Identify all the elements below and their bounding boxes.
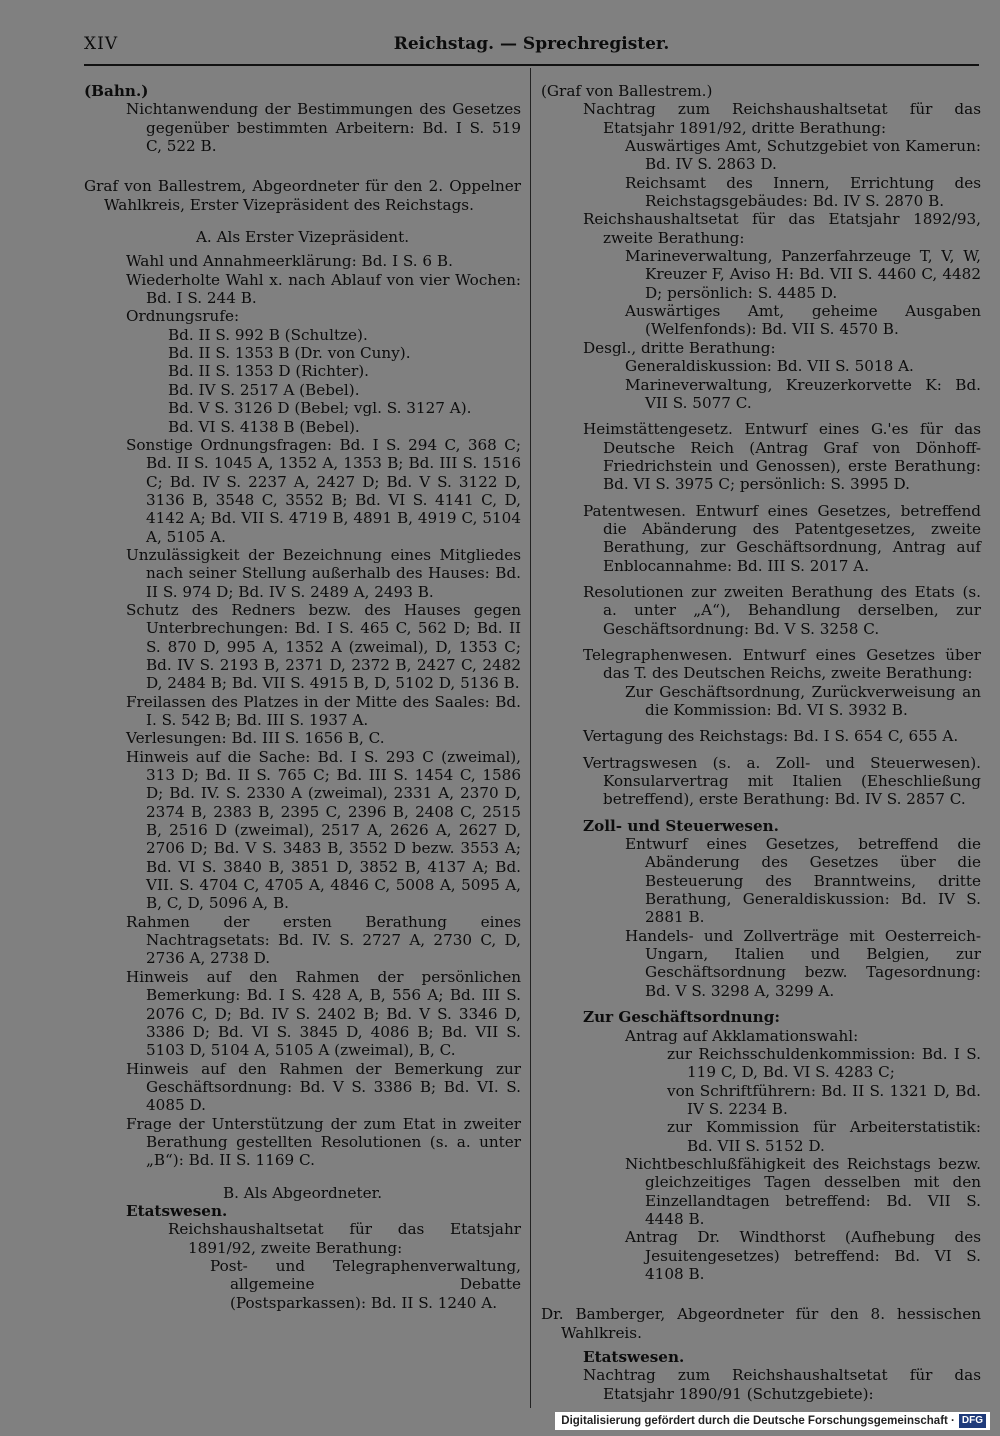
register-entry: Resolutionen zur zweiten Berathung des Etats (s. a. unter „A“), Behandlung derselben, zur Geschäftsordnung: Bd. V S. 3258 C. [583, 582, 981, 638]
continuation-heading: (Bahn.) [84, 82, 149, 100]
register-subentry: Reichsamt des Innern, Errichtung des Reichstagsgebäudes: Bd. IV S. 2870 B. [625, 173, 981, 211]
register-entry: Wiederholte Wahl x. nach Ablauf von vier Wochen: Bd. I S. 244 B. [126, 270, 521, 308]
register-entry: Patentwesen. Entwurf eines Gesetzes, betreffend die Abänderung des Patentgesetzes, zweite Berathung, zur Geschäftsordnung, Antrag auf Enblocannahme: Bd. III S. 2017 A. [583, 501, 981, 575]
subject-heading: Etatswesen. [583, 1348, 685, 1366]
register-entry: Hinweis auf die Sache: Bd. I S. 293 C (zweimal), 313 D; Bd. II S. 765 C; Bd. III S. 1454 C, 1586 D; Bd. IV. S. 2330 A (zweimal), 2331 A, 2370 D, 2374 B, 2383 B, 2395 C, 2396 B, 2408 C, 2515 B, 2516 D (zweimal), 2517 A, 2626 A, 2627 D, 2706 D; Bd. V S. 3483 B, 3552 D bezw. 3553 A; Bd. VI S. 3840 B, 3851 D, 3852 B, 4137 A; Bd. VII. S. 4704 C, 4705 A, 4846 C, 5008 A, 5095 A, B, C, D, 5096 A, B. [126, 747, 521, 913]
register-entry: Vertragswesen (s. a. Zoll- und Steuerwesen). Konsularvertrag mit Italien (Eheschließung betreffend), erste Berathung: Bd. IV S. 2857 C. [583, 753, 981, 809]
register-subentry: Bd. IV S. 2517 A (Bebel). [168, 380, 360, 399]
member-heading: Graf von Ballestrem, Abgeordneter für den 2. Oppelner Wahlkreis, Erster Vizepräsident des Reichstags. [84, 177, 521, 214]
register-entry: Hinweis auf den Rahmen der Bemerkung zur Geschäftsordnung: Bd. V S. 3386 B; Bd. VI. S. 4085 D. [126, 1059, 521, 1115]
register-entry: Sonstige Ordnungsfragen: Bd. I S. 294 C, 368 C; Bd. II S. 1045 A, 1352 A, 1353 B; Bd. III S. 1516 C; Bd. IV S. 2237 A, 2427 D; Bd. V S. 3122 D, 3136 B, 3548 C, 3552 B; Bd. VI S. 4141 C, D, 4142 A; Bd. VII S. 4719 B, 4891 B, 4919 C, 5104 A, 5105 A. [126, 435, 521, 546]
subject-heading: Zoll- und Steuerwesen. [583, 816, 779, 835]
register-subentry: Auswärtiges Amt, Schutzgebiet von Kamerun: Bd. IV S. 2863 D. [625, 137, 981, 174]
register-entry: Wahl und Annahmeerklärung: Bd. I S. 6 B. [126, 252, 453, 271]
right-column [541, 82, 981, 1403]
register-entry: Rahmen der ersten Berathung eines Nachtragsetats: Bd. IV. S. 2727 A, 2730 C, D, 2736 A, 2738 D. [126, 912, 521, 968]
register-subentry: Generaldiskussion: Bd. VII S. 5018 A. [625, 357, 914, 376]
register-subentry: Nichtbeschlußfähigkeit des Reichstags bezw. gleichzeitiges Tagen desselben mit den Einzellandtagen betreffend: Bd. VII S. 4448 B. [625, 1154, 981, 1228]
register-entry: Unzulässigkeit der Bezeichnung eines Mitgliedes nach seiner Stellung außerhalb des Hauses: Bd. II S. 974 D; Bd. IV S. 2489 A, 2493 B. [126, 545, 521, 601]
running-header [84, 28, 979, 66]
register-entry: Nachtrag zum Reichshaushaltsetat für das Etatsjahr 1891/92, dritte Berathung: [583, 100, 981, 137]
column-divider [530, 68, 531, 1408]
register-subentry: Marineverwaltung, Kreuzerkorvette K: Bd. VII S. 5077 C. [625, 375, 981, 412]
register-entry: Frage der Unterstützung der zum Etat in zweiter Berathung gestellten Resolutionen (s. a. unter „B“): Bd. II S. 1169 C. [126, 1114, 521, 1170]
credit-text: Digitalisierung gefördert durch die Deutsche Forschungsgemeinschaft · [561, 1415, 955, 1427]
register-subentry: Bd. II S. 992 B (Schultze). [168, 325, 368, 344]
register-subentry: Antrag Dr. Windthorst (Aufhebung des Jesuitengesetzes) betreffend: Bd. VI S. 4108 B. [625, 1228, 981, 1283]
section-heading: A. Als Erster Vizepräsident. [195, 228, 410, 247]
subject-heading: Etatswesen. [126, 1201, 228, 1220]
register-entry: Schutz des Redners bezw. des Hauses gegen Unterbrechungen: Bd. I S. 465 C, 562 D; Bd. II S. 870 D, 995 A, 1352 A (zweimal), D, 1353 C; Bd. IV S. 2193 B, 2371 D, 2372 B, 2427 C, 2482 D, 2484 B; Bd. VII S. 4915 B, D, 5102 D, 5136 B. [126, 600, 521, 693]
page-number: XIV [84, 34, 119, 54]
continuation-heading: (Graf von Ballestrem.) [541, 82, 713, 100]
register-entry: Desgl., dritte Berathung: [583, 338, 776, 357]
dfg-logo: DFG [959, 1414, 986, 1428]
register-entry: Ordnungsrufe: [126, 307, 240, 326]
register-subentry: Antrag auf Akklamationswahl: [625, 1026, 859, 1045]
register-subentry: Bd. II S. 1353 D (Richter). [168, 362, 369, 381]
register-subentry: Auswärtiges Amt, geheime Ausgaben (Welfenfonds): Bd. VII S. 4570 B. [625, 302, 981, 339]
register-subentry: zur Kommission für Arbeiterstatistik: Bd. VII S. 5152 D. [667, 1118, 981, 1155]
register-subentry: Post- und Telegraphenverwaltung, allgemeine Debatte (Postsparkassen): Bd. II S. 1240 A. [210, 1256, 521, 1312]
register-entry: Vertagung des Reichstags: Bd. I S. 654 C, 655 A. [583, 727, 959, 746]
register-subentry: Handels- und Zollverträge mit Oesterreich-Ungarn, Italien und Belgien, zur Geschäftsordnung bezw. Tagesordnung: Bd. V S. 3298 A, 3299 A. [625, 926, 981, 1000]
register-subentry: Bd. II S. 1353 B (Dr. von Cuny). [168, 344, 411, 363]
register-entry: Freilassen des Platzes in der Mitte des Saales: Bd. I. S. 542 B; Bd. III S. 1937 A. [126, 692, 521, 729]
subject-heading: Zur Geschäftsordnung: [583, 1008, 780, 1027]
digitization-credit [555, 1412, 990, 1430]
register-entry: Nachtrag zum Reichshaushaltsetat für das Etatsjahr 1890/91 (Schutzgebiete): [583, 1366, 981, 1403]
member-heading: Dr. Bamberger, Abgeordneter für den 8. hessischen Wahlkreis. [541, 1305, 981, 1342]
register-entry: Reichshaushaltsetat für das Etatsjahr 1891/92, zweite Berathung: [168, 1220, 521, 1257]
register-subentry: Bd. V S. 3126 D (Bebel; vgl. S. 3127 A). [168, 399, 472, 418]
register-subentry: Bd. VI S. 4138 B (Bebel). [168, 417, 360, 436]
register-entry: Nichtanwendung der Bestimmungen des Gesetzes gegenüber bestimmten Arbeitern: Bd. I S. 519 C, 522 B. [126, 100, 521, 156]
register-entry: Verlesungen: Bd. III S. 1656 B, C. [126, 729, 385, 748]
register-subentry: Entwurf eines Gesetzes, betreffend die Abänderung des Gesetzes über die Besteuerung des Branntweins, dritte Berathung, Generaldiskussion: Bd. IV S. 2881 B. [625, 835, 981, 927]
register-entry: Telegraphenwesen. Entwurf eines Gesetzes über das T. des Deutschen Reichs, zweite Berathung: [583, 645, 981, 683]
register-entry: Reichshaushaltsetat für das Etatsjahr 1892/93, zweite Berathung: [583, 210, 981, 247]
register-entry: Heimstättengesetz. Entwurf eines G.'es für das Deutsche Reich (Antrag Graf von Dönhoff-Friedrichstein und Genossen), erste Berathung: Bd. VI S. 3975 C; persönlich: S. 3995 D. [583, 420, 981, 494]
page-title: Reichstag. — Sprechregister. [393, 34, 670, 54]
register-subentry: zur Reichsschuldenkommission: Bd. I S. 119 C, D, Bd. VI S. 4283 C; [667, 1044, 981, 1082]
section-heading: B. Als Abgeordneter. [222, 1183, 383, 1202]
register-subentry: von Schriftführern: Bd. II S. 1321 D, Bd. IV S. 2234 B. [667, 1081, 981, 1118]
left-column [84, 82, 521, 1312]
register-subentry: Zur Geschäftsordnung, Zurückverweisung an die Kommission: Bd. VI S. 3932 B. [625, 682, 981, 719]
register-subentry: Marineverwaltung, Panzerfahrzeuge T, V, W, Kreuzer F, Aviso H: Bd. VII S. 4460 C, 4482 D; persönlich: S. 4485 D. [625, 247, 981, 302]
register-entry: Hinweis auf den Rahmen der persönlichen Bemerkung: Bd. I S. 428 A, B, 556 A; Bd. III S. 2076 C, D; Bd. IV S. 2402 B; Bd. V S. 3346 D, 3386 D; Bd. VI S. 3845 D, 4086 B; Bd. VII S. 5103 D, 5104 A, 5105 A (zweimal), B, C. [126, 967, 521, 1060]
